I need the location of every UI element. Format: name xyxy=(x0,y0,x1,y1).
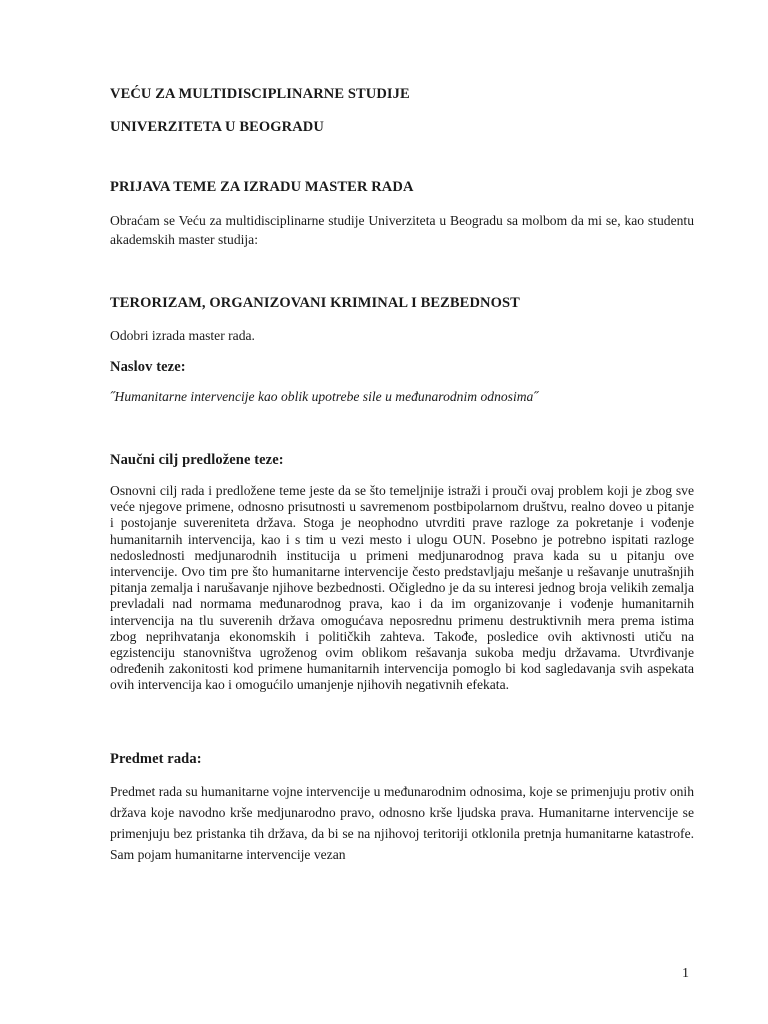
thesis-title: ˝Humanitarne intervencije kao oblik upotrebe sile u međunarodnim odnosima˝ xyxy=(110,389,538,404)
addressee-line-1: VEĆU ZA MULTIDISCIPLINARNE STUDIJE xyxy=(110,86,410,102)
thesis-title-label: Naslov teze: xyxy=(110,359,186,375)
subject-paragraph: Predmet rada su humanitarne vojne intervencije u međunarodnim odnosima, koje se primenjuju protiv onih država koje navodno krše medjunarodno pravo, odnosno krše ljudska prava. Humanitarne intervencije se primenjuju bez pristanka tih država, da bi se na njihovoj teritoriji otklonila pretnja humanitarne katastrofe. Sam pojam humanitarne intervencije vezan xyxy=(110,784,694,862)
program-name: TERORIZAM, ORGANIZOVANI KRIMINAL I BEZBEDNOST xyxy=(110,295,520,311)
aim-heading: Naučni cilj predložene teze: xyxy=(110,452,284,468)
subject-heading: Predmet rada: xyxy=(110,751,202,767)
page-number: 1 xyxy=(682,966,689,981)
aim-paragraph: Osnovni cilj rada i predložene teme jeste da se što temeljnije istraži i prouči ovaj problem koji je zbog sve veće njegove primene, odnosno prisutnosti u savremenom postbipolarnom društvu, realno doveo u pitanje i postojanje suvereniteta država. Stoga je neophodno utvrditi prave razloge za pokretanje i vođenje humanitarnih intervencija, kao i s tim u vezi mesto i ulogu OUN. Posebno je potrebno ispitati razloge nedoslednosti medjunarodnih institucija u primeni medjunarodnog prava kada su u pitanju ove intervencije. Ovo tim pre što humanitarne intervencije često predstavljaju mešanje u rešavanje unutrašnjih pitanja zemalja i narušavanje njihove bezbednosti. Očigledno je da su interesi jednog broja velikih zemalja prevladali nad normama međunarodnog prava, kao i da im organizovanje i vođenje humanitarnih intervencija na tlu suverenih država omogućava neposrednu primenu destruktivnih mera prema istima zbog neprihvatanja ekonomskih i političkih zahteva. Takođe, posledice ovih aktivnosti utiču na egzistenciju stanovništva ugroženog ovim oblikom rešavanja sukoba medju državama. Utvrđivanje određenih zakonitosti kod primene humanitarnih intervencija pomoglo bi kod sagledavanja svih aspekata ovih intervencija kao i omogućilo umanjenje njihovih negativnih efekata. xyxy=(110,483,694,693)
form-title: PRIJAVA TEME ZA IZRADU MASTER RADA xyxy=(110,179,414,195)
approval-text: Odobri izrada master rada. xyxy=(110,328,255,343)
addressee-line-2: UNIVERZITETA U BEOGRADU xyxy=(110,119,324,135)
request-paragraph: Obraćam se Veću za multidisciplinarne studije Univerziteta u Beogradu sa molbom da mi se, kao studentu akademskih master studija: xyxy=(110,213,694,247)
